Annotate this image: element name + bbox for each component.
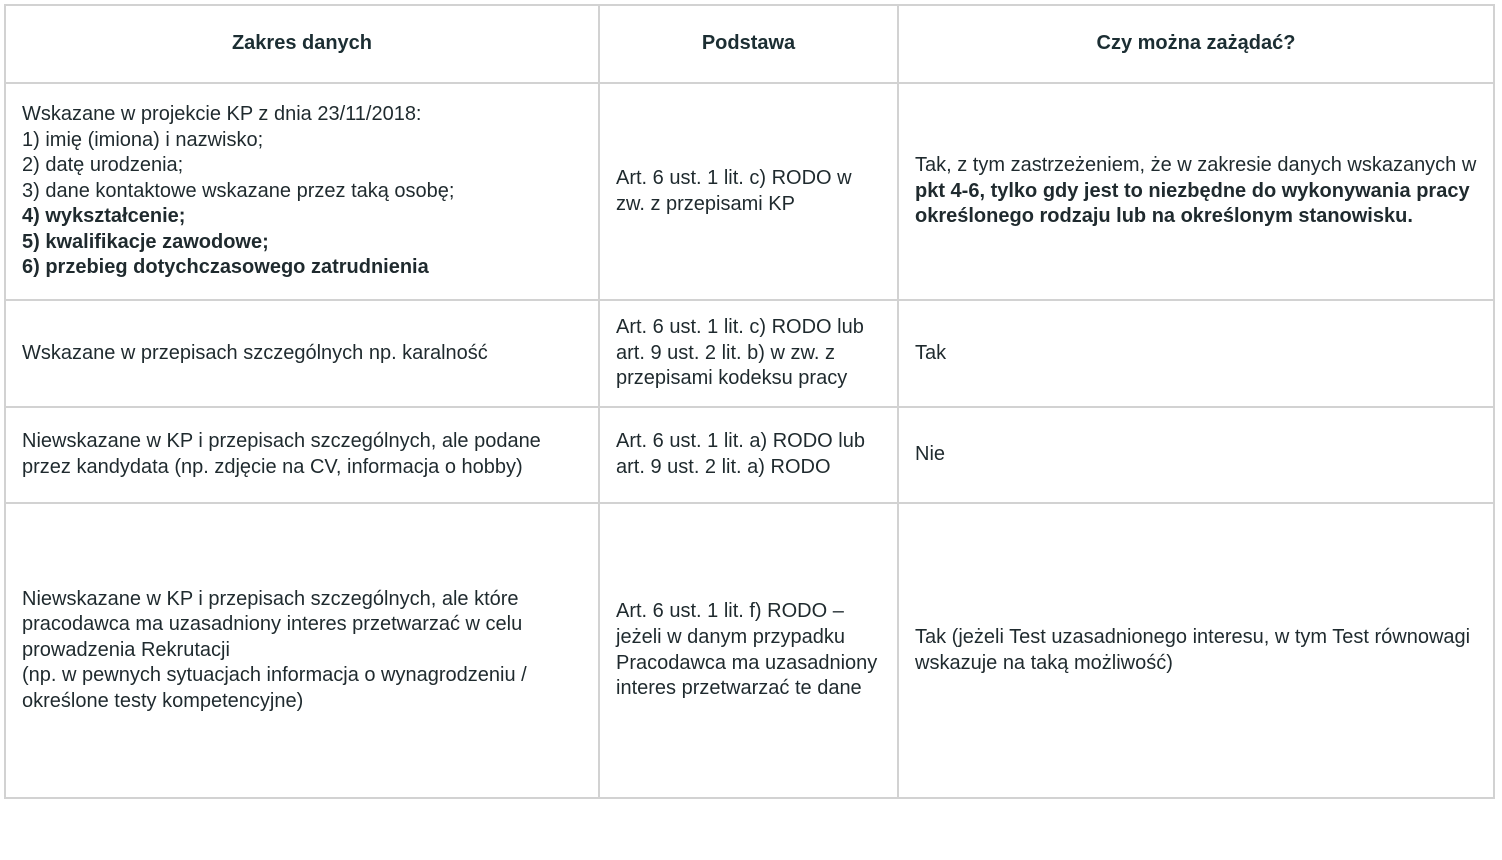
answer-cell: Tak (jeżeli Test uzasadnionego interesu, w tym Test równowagi wskazuje na taką możliwość) [898,503,1494,798]
basis-cell: Art. 6 ust. 1 lit. c) RODO w zw. z przepisami KP [599,83,898,300]
answer-cell: Nie [898,407,1494,503]
scope-cell: Niewskazane w KP i przepisach szczególnych, ale podane przez kandydata (np. zdjęcie na CV, informacja o hobby) [5,407,599,503]
scope-cell [5,83,599,300]
basis-cell: Art. 6 ust. 1 lit. f) RODO – jeżeli w danym przypadku Pracodawca ma uzasadniony interes przetwarzać te dane [599,503,898,798]
table-header-row [5,5,1494,83]
scope-line: 1) imię (imiona) i nazwisko; [22,128,264,151]
header-scope: Zakres danych [5,5,599,83]
scope-line: 2) datę urodzenia; [22,154,184,177]
basis-cell: Art. 6 ust. 1 lit. c) RODO lub art. 9 ust. 2 lit. b) w zw. z przepisami kodeksu pracy [599,300,898,407]
scope-line-bold: 4) wykształcenie; [22,205,186,228]
basis-cell: Art. 6 ust. 1 lit. a) RODO lub art. 9 ust. 2 lit. a) RODO [599,407,898,503]
table-row [5,300,1494,407]
data-scope-table [4,4,1495,799]
scope-line: 3) dane kontaktowe wskazane przez taką osobę; [22,179,455,202]
scope-line-bold: 5) kwalifikacje zawodowe; [22,230,269,253]
scope-line-bold: 6) przebieg dotychczasowego zatrudnienia [22,256,429,279]
table-row [5,407,1494,503]
answer-text-bold: pkt 4-6, tylko gdy jest to niezbędne do wykonywania pracy określonego rodzaju lub na określonym stanowisku. [915,179,1470,228]
answer-cell: Tak [898,300,1494,407]
scope-line: (np. w pewnych sytuacjach informacja o wynagrodzeniu / określone testy kompetencyjne) [22,664,527,712]
header-basis: Podstawa [599,5,898,83]
table-row [5,503,1494,798]
answer-cell [898,83,1494,300]
answer-text: Tak, z tym zastrzeżeniem, że w zakresie danych wskazanych w [915,154,1477,177]
scope-cell: Wskazane w przepisach szczególnych np. karalność [5,300,599,407]
scope-cell [5,503,599,798]
table-row [5,83,1494,300]
scope-line: Wskazane w projekcie KP z dnia 23/11/2018: [22,102,422,125]
header-can-request: Czy można zażądać? [898,5,1494,83]
scope-line: Niewskazane w KP i przepisach szczególnych, ale które pracodawca ma uzasadniony interes przetwarzać w celu prowadzenia Rekrutacji [22,587,523,661]
